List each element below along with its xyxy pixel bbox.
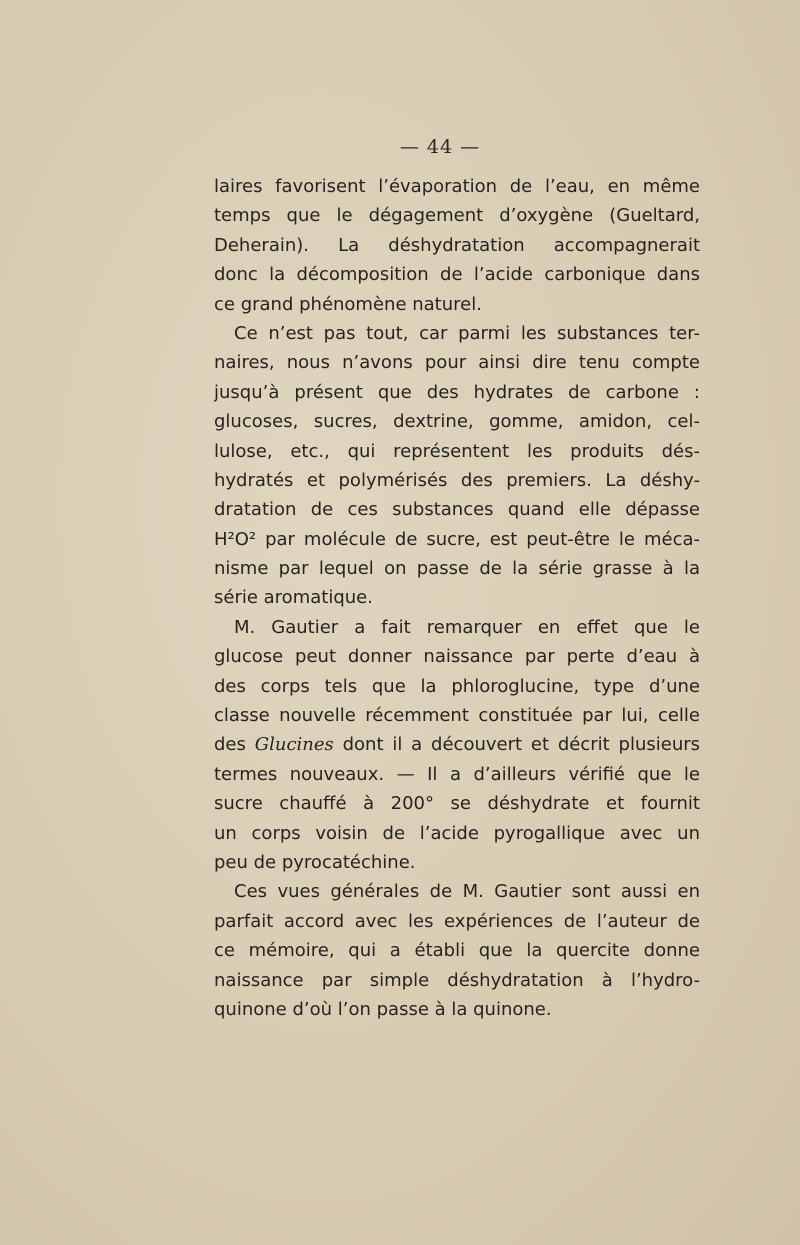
text-line: laires favorisent l’évaporation de l’eau, en même — [214, 176, 700, 197]
text-line: Deherain). La déshydratation accompagnerait — [214, 234, 700, 256]
text-line: Ces vues générales de M. Gautier sont aussi en — [234, 881, 700, 903]
text-line: un corps voisin de l’acide pyrogallique avec un — [214, 822, 700, 844]
body-text — [214, 172, 700, 1024]
text-line: donc la décomposition de l’acide carbonique dans — [214, 264, 700, 286]
text-line: Ce n’est pas tout, car parmi les substances ter- — [234, 322, 700, 344]
text-line: peu de pyrocatéchine. — [214, 851, 416, 873]
text-line-glucines: des Glucines dont il a découvert et décrit plusieurs — [214, 734, 700, 756]
paragraph-3 — [214, 613, 700, 878]
paragraph-4 — [214, 877, 700, 1024]
text-line: ce mémoire, qui a établi que la quercite donne — [214, 940, 700, 962]
text-line: lulose, etc., qui représentent les produits dés- — [214, 440, 700, 462]
text-line: glucose peut donner naissance par perte d’eau à — [214, 646, 700, 668]
paragraph-1 — [214, 172, 700, 319]
text-line: jusqu’à présent que des hydrates de carbone : — [214, 381, 700, 403]
text-line: dratation de ces substances quand elle dépasse — [214, 499, 700, 521]
text-line: nisme par lequel on passe de la série grasse à la — [214, 558, 700, 580]
text-line: classe nouvelle récemment constituée par lui, celle — [214, 705, 700, 727]
text-line: naires, nous n’avons pour ainsi dire tenu compte — [214, 352, 700, 374]
text-line: parfait accord avec les expériences de l’auteur de — [214, 910, 700, 932]
text-line: glucoses, sucres, dextrine, gomme, amidon, cel- — [214, 411, 700, 433]
text-line: H²O² par molécule de sucre, est peut-être le méca- — [214, 528, 700, 550]
paragraph-2 — [214, 319, 700, 613]
text-line: série aromatique. — [214, 587, 373, 609]
page-number: — 44 — — [399, 136, 481, 158]
text-line: naissance par simple déshydratation à l’hydro- — [214, 969, 700, 991]
text-line: M. Gautier a fait remarquer en effet que le — [234, 616, 700, 638]
text-line: ce grand phénomène naturel. — [214, 293, 482, 315]
text-line: temps que le dégagement d’oxygène (Gueltard, — [214, 205, 700, 227]
text-line: hydratés et polymérisés des premiers. La déshy- — [214, 469, 700, 491]
text-line: quinone d’où l’on passe à la quinone. — [214, 998, 552, 1020]
text-line: des corps tels que la phloroglucine, type d’une — [214, 675, 700, 697]
italic-term: Glucines — [254, 734, 334, 756]
text-line: termes nouveaux. — Il a d’ailleurs vérifié que le — [214, 763, 700, 785]
text-line: sucre chauffé à 200° se déshydrate et fournit — [214, 793, 700, 815]
